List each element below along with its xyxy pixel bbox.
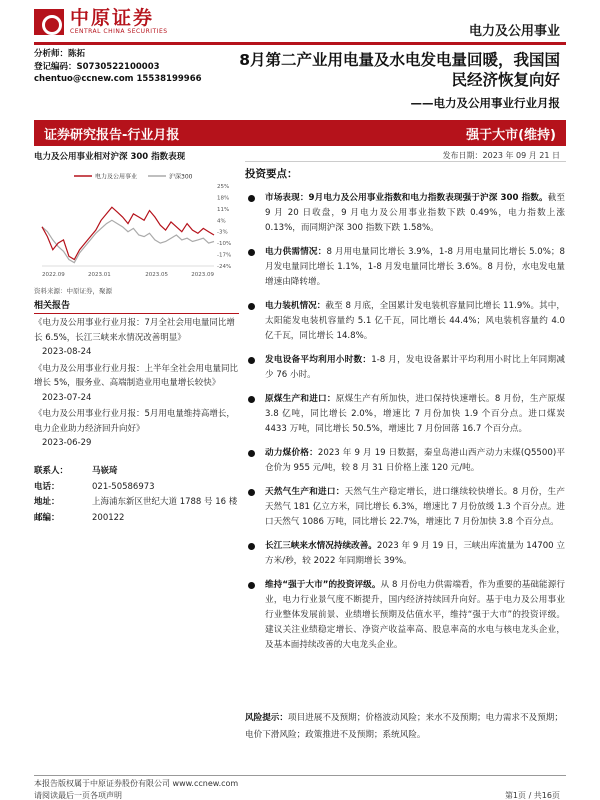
key-point-item [245,392,565,437]
related-report-item [34,316,239,360]
performance-chart [34,170,239,280]
key-point-body: 1-8 月，发电设备累计平均利用小时比上年同期减少 76 小时。 [265,355,565,380]
y-tick-label: -17% [217,252,232,259]
key-point-item [245,245,565,290]
key-points-list [245,191,565,653]
y-tick-label: 11% [217,206,230,213]
date-divider [245,161,566,162]
chart-source: 资料来源：中原证券，聚源 [34,287,112,295]
y-tick-label: 4% [217,218,226,225]
key-point-head: 动力煤价格： [265,448,318,458]
page-number: 第1页 / 共16页 [504,791,560,800]
related-reports-list [34,316,239,451]
report-banner [34,120,566,146]
y-tick-label: 25% [217,184,230,190]
top-rule [34,42,566,45]
analyst-name: 陈拓 [68,49,86,59]
related-report-text: 《电力及公用事业行业月报：7月全社会用电量同比增长 6.5%，长江三峡来水情况改善明显》 [34,318,235,343]
report-title: 8月第二产业用电量及水电发电量回暖，我国国民经济恢复向好 [239,51,560,89]
key-point-item [245,539,565,569]
key-points-column [245,166,565,662]
industry-label: 电力及公用事业 [468,24,560,39]
y-tick-label: -10% [217,241,232,248]
key-point-body: 8 月用电量同比增长 3.9%，1-8 月用电量同比增长 5.0%；8 月发电量同比增长 1.1%，1-8 月发电量同比增长 3.6%。8 月份，水电发电量增速由降转增。 [265,247,565,287]
key-point-head: 长江三峡来水情况持续改善。 [265,541,377,551]
key-point-head: 电力装机情况： [265,301,326,311]
key-point-head: 原煤生产和进口： [265,394,336,404]
footer-copyright: 本报告版权属于中原证券股份有限公司 www.ccnew.com [34,779,239,788]
analyst-name-label: 分析师： [34,49,69,59]
chart-title: 电力及公用事业相对沪深 300 指数表现 [34,152,186,162]
company-logo [34,8,168,35]
x-tick-label: 2023.09 [191,272,214,278]
related-reports-title: 相关报告 [34,298,239,314]
risk-text: 项目进展不及预期；价格波动风险；来水不及预期；电力需求不及预期；电价下滑风险；政策推进不及预期；系统风险。 [245,713,563,740]
related-report-item [34,407,239,451]
related-report-date: 2023-08-24 [42,347,92,357]
key-point-item [245,485,565,530]
related-report-date: 2023-06-29 [42,438,92,448]
key-point-body: 2023 年 9 月 19 日，三峡出库流量为 14700 立方米/秒，较 2022 年同期增长 39%。 [265,541,565,566]
key-point-item [245,353,565,383]
phone-label: 电话： [34,481,60,492]
related-report-item [34,362,239,406]
contact-person: 马嵚琦 [92,466,118,476]
footer [34,778,560,800]
rating: 强于大市(维持) [466,127,556,143]
analyst-contact: chentuo@ccnew.com 15538199966 [34,74,202,84]
analyst-info [34,48,202,86]
phone-value: 021-50586973 [92,481,155,492]
publish-date: 发布日期：2023 年 09 月 21 日 [442,151,560,160]
report-type: 证券研究报告-行业月报 [44,127,180,143]
key-points-title: 投资要点： [245,168,298,180]
analyst-reg-label: 登记编码： [34,61,77,72]
logo-text-en: CENTRAL CHINA SECURITIES [70,28,168,35]
x-tick-label: 2022.09 [42,272,65,278]
y-tick-label: -3% [217,229,228,236]
key-point-body: 截至 8 月底，全国累计发电装机容量同比增长 11.9%。其中，太阳能发电装机容量约 5.1 亿千瓦，同比增长 44.4%；风电装机容量约 4.0 亿千瓦，同比增长 14.8%。 [265,301,565,341]
report-subtitle: ——电力及公用事业行业月报 [410,96,560,110]
contact-block [34,464,239,526]
footer-rule [34,775,566,776]
key-point-head: 维持“强于大市”的投资评级。 [265,580,381,590]
key-point-head: 发电设备平均利用小时数： [265,355,372,365]
key-point-body: 截至 9 月 20 日收盘，9 月电力及公用事业指数下跌 0.49%，电力指数上涨 0.13%，而同期沪深 300 指数下跌 1.58%。 [265,193,565,233]
logo-text-cn: 中原证券 [70,7,155,29]
key-point-body: 天然气生产稳定增长，进口继续较快增长。8 月份，生产天然气 181 亿立方米，同比增长 6.3%，增速比 7 月份放缓 1.3 个百分点。进口天然气 1086 万吨，同比增长 22.7%，增速比 7 月份加快 3.8 个百分点。 [265,487,565,527]
key-point-head: 市场表现：9月电力及公用事业指数和电力指数表现强于沪深 300 指数。 [265,193,548,203]
key-point-head: 电力供需情况： [265,247,327,257]
key-point-body: 从 8 月份电力供需端看，作为重要的基础能源行业，电力行业景气度不断提升，国内经济持续回升向好。基于电力及公用事业行业整体发展前景、业绩增长预期及估值水平，维持“强于大市”的投资评级。建议关注业绩稳定增长、净资产收益率高、股息率高的水电与核电龙头企业，及基本面持续改善的大电龙头企业。 [265,580,565,650]
related-report-text: 《电力及公用事业行业月报：上半年全社会用电量同比增长 5%，服务业、高端制造业用电量增长较快》 [34,363,239,388]
key-point-item [245,191,565,236]
key-point-body: 原煤生产有所加快，进口保持快速增长。8 月份，生产原煤 3.8 亿吨，同比增长 2.0%，增速比 7 月份加快 1.9 个百分点。进口煤炭 4433 万吨，同比增长 50.5%，增速比 7 月份回落 16.7 个百分点。 [265,394,565,434]
footer-disclaimer: 请阅读最后一页各项声明 [34,791,122,800]
key-point-head: 天然气生产和进口： [265,487,345,497]
analyst-reg: S0730522100003 [76,61,160,72]
key-point-item [245,446,565,476]
left-column [34,150,239,451]
related-report-text: 《电力及公用事业行业月报：5月用电量维持高增长，电力企业助力经济回升向好》 [34,409,235,434]
x-tick-label: 2023.01 [87,272,111,278]
address-value: 上海浦东新区世纪大道 1788 号 16 楼 [92,497,238,507]
key-point-body: 2023 年 9 月 19 日数据，秦皇岛港山西产动力末煤(Q5500)平仓价为 955 元/吨，较 8 月 31 日价格上涨 120 元/吨。 [265,448,565,473]
contact-person-label: 联系人： [34,466,69,476]
key-point-item [245,299,565,344]
legend-label: 沪深300 [169,173,193,181]
x-tick-label: 2023.05 [145,272,169,278]
related-report-date: 2023-07-24 [42,392,92,403]
address-label: 地址： [34,497,60,507]
series-line [42,220,214,262]
logo-mark-icon [34,9,64,35]
y-tick-label: -24% [217,264,232,270]
key-point-item [245,578,565,653]
y-tick-label: 18% [217,195,230,202]
risk-warning [245,710,565,744]
series-line [42,207,214,259]
risk-label: 风险提示： [245,713,288,723]
zip-label: 邮编： [34,512,60,523]
zip-value: 200122 [92,512,125,523]
legend-label: 电力及公用事业 [95,173,138,181]
